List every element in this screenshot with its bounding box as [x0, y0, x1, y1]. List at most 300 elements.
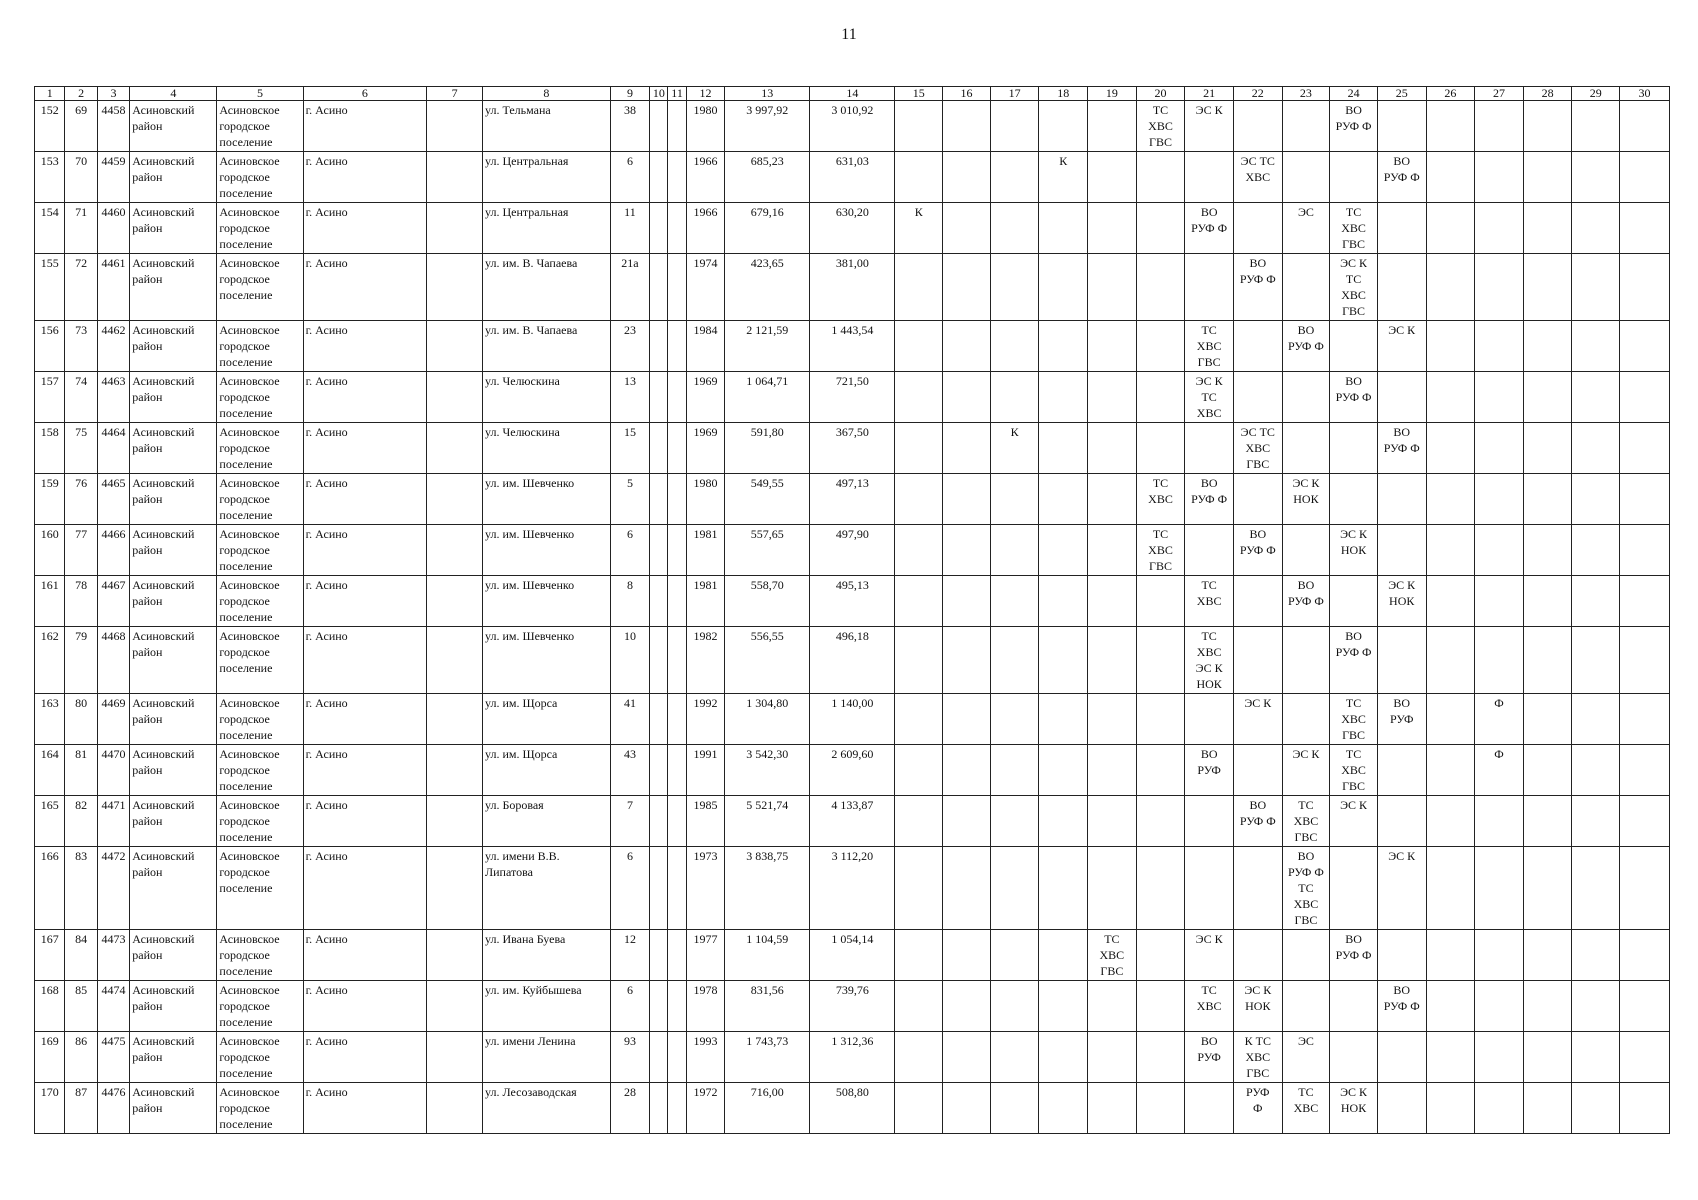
sub-number: 69 [65, 101, 97, 152]
column-number-row [35, 87, 1670, 101]
city-name: г. Асино [303, 627, 427, 694]
work-year-cell-30 [1620, 321, 1670, 372]
work-year-cell-29 [1572, 930, 1620, 981]
column-header: 20 [1136, 87, 1185, 101]
district-name: Асиновский район [130, 372, 217, 423]
work-year-cell-15 [895, 796, 943, 847]
sub-number: 78 [65, 576, 97, 627]
street-name: ул. им. Щорса [482, 694, 610, 745]
row-number: 161 [35, 576, 65, 627]
work-year-cell-30 [1620, 576, 1670, 627]
house-number: 5 [610, 474, 650, 525]
work-year-cell-19 [1088, 525, 1137, 576]
work-year-cell-30 [1620, 930, 1670, 981]
work-year-cell-27 [1475, 152, 1524, 203]
column-header: 17 [990, 87, 1039, 101]
work-year-cell-25 [1377, 930, 1426, 981]
column-11-value [668, 796, 686, 847]
house-number: 38 [610, 101, 650, 152]
street-name: ул. Челюскина [482, 423, 610, 474]
work-year-cell-29 [1572, 423, 1620, 474]
build-year: 1977 [686, 930, 725, 981]
work-year-cell-21 [1185, 152, 1234, 203]
district-name: Асиновский район [130, 694, 217, 745]
living-area: 1 140,00 [810, 694, 895, 745]
work-year-cell-30 [1620, 372, 1670, 423]
street-name: ул. имени Ленина [482, 1032, 610, 1083]
column-header: 13 [725, 87, 810, 101]
work-year-cell-17 [990, 321, 1039, 372]
work-year-cell-15 [895, 423, 943, 474]
work-year-cell-20: ТС ХВС ГВС [1136, 525, 1185, 576]
column-7-value [427, 981, 483, 1032]
street-name: ул. Челюскина [482, 372, 610, 423]
page-number: 11 [841, 26, 857, 43]
district-name: Асиновский район [130, 745, 217, 796]
work-year-cell-27 [1475, 796, 1524, 847]
object-id: 4467 [97, 576, 129, 627]
column-header: 9 [610, 87, 650, 101]
sub-number: 71 [65, 203, 97, 254]
house-number: 6 [610, 152, 650, 203]
work-year-cell-15 [895, 981, 943, 1032]
column-header: 5 [217, 87, 303, 101]
column-header: 27 [1475, 87, 1524, 101]
house-number: 15 [610, 423, 650, 474]
work-year-cell-24: ВО РУФ Ф [1330, 627, 1378, 694]
work-year-cell-20 [1136, 254, 1185, 321]
work-year-cell-16 [943, 152, 991, 203]
work-year-cell-27 [1475, 1032, 1524, 1083]
total-area: 558,70 [725, 576, 810, 627]
object-id: 4469 [97, 694, 129, 745]
row-number: 157 [35, 372, 65, 423]
work-year-cell-24: ВО РУФ Ф [1330, 930, 1378, 981]
work-year-cell-17 [990, 1083, 1039, 1134]
work-year-cell-16 [943, 254, 991, 321]
work-year-cell-28 [1523, 525, 1572, 576]
work-year-cell-27: Ф [1475, 694, 1524, 745]
column-10-value [650, 745, 668, 796]
column-7-value [427, 694, 483, 745]
column-header: 18 [1039, 87, 1088, 101]
city-name: г. Асино [303, 745, 427, 796]
district-name: Асиновский район [130, 101, 217, 152]
living-area: 4 133,87 [810, 796, 895, 847]
work-year-cell-21 [1185, 525, 1234, 576]
city-name: г. Асино [303, 847, 427, 930]
table-row [35, 745, 1670, 796]
work-year-cell-28 [1523, 796, 1572, 847]
column-header: 30 [1620, 87, 1670, 101]
work-year-cell-23: ТС ХВС [1282, 1083, 1330, 1134]
house-number: 11 [610, 203, 650, 254]
work-year-cell-30 [1620, 796, 1670, 847]
work-year-cell-23: ЭС [1282, 203, 1330, 254]
work-year-cell-19 [1088, 745, 1137, 796]
work-year-cell-17 [990, 152, 1039, 203]
object-id: 4468 [97, 627, 129, 694]
work-year-cell-22 [1233, 627, 1282, 694]
work-year-cell-22: ЭС К [1233, 694, 1282, 745]
work-year-cell-16 [943, 321, 991, 372]
work-year-cell-15 [895, 1032, 943, 1083]
work-year-cell-21 [1185, 1083, 1234, 1134]
build-year: 1966 [686, 152, 725, 203]
work-year-cell-29 [1572, 474, 1620, 525]
total-area: 549,55 [725, 474, 810, 525]
city-name: г. Асино [303, 981, 427, 1032]
column-header: 7 [427, 87, 483, 101]
work-year-cell-18 [1039, 981, 1088, 1032]
column-10-value [650, 694, 668, 745]
work-year-cell-28 [1523, 627, 1572, 694]
column-header: 12 [686, 87, 725, 101]
work-year-cell-29 [1572, 372, 1620, 423]
work-year-cell-17 [990, 981, 1039, 1032]
total-area: 1 304,80 [725, 694, 810, 745]
work-year-cell-23: ТС ХВС ГВС [1282, 796, 1330, 847]
work-year-cell-29 [1572, 627, 1620, 694]
row-number: 155 [35, 254, 65, 321]
sub-number: 87 [65, 1083, 97, 1134]
street-name: ул. Ивана Буева [482, 930, 610, 981]
build-year: 1980 [686, 474, 725, 525]
column-header: 23 [1282, 87, 1330, 101]
column-11-value [668, 474, 686, 525]
work-year-cell-28 [1523, 321, 1572, 372]
work-year-cell-28 [1523, 1083, 1572, 1134]
total-area: 1 743,73 [725, 1032, 810, 1083]
build-year: 1985 [686, 796, 725, 847]
work-year-cell-21: ТС ХВС ГВС [1185, 321, 1234, 372]
living-area: 496,18 [810, 627, 895, 694]
sub-number: 86 [65, 1032, 97, 1083]
work-year-cell-28 [1523, 1032, 1572, 1083]
work-year-cell-16 [943, 981, 991, 1032]
column-header: 16 [943, 87, 991, 101]
table-row [35, 474, 1670, 525]
work-year-cell-15 [895, 525, 943, 576]
work-year-cell-29 [1572, 1083, 1620, 1134]
work-year-cell-16 [943, 694, 991, 745]
total-area: 831,56 [725, 981, 810, 1032]
house-number: 41 [610, 694, 650, 745]
work-year-cell-18 [1039, 203, 1088, 254]
district-name: Асиновский район [130, 254, 217, 321]
table-row [35, 372, 1670, 423]
work-year-cell-16 [943, 796, 991, 847]
settlement-name: Асиновское городское поселение [217, 321, 303, 372]
district-name: Асиновский район [130, 203, 217, 254]
settlement-name: Асиновское городское поселение [217, 1083, 303, 1134]
city-name: г. Асино [303, 796, 427, 847]
object-id: 4462 [97, 321, 129, 372]
work-year-cell-22: ЭС ТС ХВС ГВС [1233, 423, 1282, 474]
work-year-cell-30 [1620, 525, 1670, 576]
table-row [35, 423, 1670, 474]
work-year-cell-16 [943, 627, 991, 694]
work-year-cell-29 [1572, 321, 1620, 372]
work-year-cell-18 [1039, 254, 1088, 321]
column-header: 1 [35, 87, 65, 101]
sub-number: 85 [65, 981, 97, 1032]
work-year-cell-23: ВО РУФ Ф [1282, 321, 1330, 372]
total-area: 3 838,75 [725, 847, 810, 930]
build-year: 1992 [686, 694, 725, 745]
column-11-value [668, 254, 686, 321]
object-id: 4471 [97, 796, 129, 847]
work-year-cell-26 [1426, 627, 1475, 694]
work-year-cell-26 [1426, 1083, 1475, 1134]
work-year-cell-20: ТС ХВС ГВС [1136, 101, 1185, 152]
work-year-cell-22: РУФ Ф [1233, 1083, 1282, 1134]
total-area: 716,00 [725, 1083, 810, 1134]
column-header: 11 [668, 87, 686, 101]
work-year-cell-19 [1088, 372, 1137, 423]
work-year-cell-21: ТС ХВС [1185, 981, 1234, 1032]
work-year-cell-22: К ТС ХВС ГВС [1233, 1032, 1282, 1083]
column-header: 2 [65, 87, 97, 101]
register-table [34, 86, 1670, 1134]
table-row [35, 694, 1670, 745]
house-number: 23 [610, 321, 650, 372]
work-year-cell-21 [1185, 796, 1234, 847]
work-year-cell-18 [1039, 101, 1088, 152]
total-area: 2 121,59 [725, 321, 810, 372]
work-year-cell-29 [1572, 525, 1620, 576]
work-year-cell-19 [1088, 203, 1137, 254]
sub-number: 70 [65, 152, 97, 203]
settlement-name: Асиновское городское поселение [217, 745, 303, 796]
work-year-cell-23 [1282, 627, 1330, 694]
column-7-value [427, 1083, 483, 1134]
work-year-cell-25 [1377, 372, 1426, 423]
street-name: ул. им. В. Чапаева [482, 321, 610, 372]
work-year-cell-18 [1039, 372, 1088, 423]
column-11-value [668, 152, 686, 203]
work-year-cell-30 [1620, 981, 1670, 1032]
work-year-cell-17 [990, 474, 1039, 525]
work-year-cell-29 [1572, 796, 1620, 847]
district-name: Асиновский район [130, 627, 217, 694]
work-year-cell-16 [943, 525, 991, 576]
work-year-cell-15: К [895, 203, 943, 254]
sub-number: 77 [65, 525, 97, 576]
column-10-value [650, 1083, 668, 1134]
object-id: 4459 [97, 152, 129, 203]
work-year-cell-26 [1426, 203, 1475, 254]
living-area: 497,90 [810, 525, 895, 576]
table-body [35, 101, 1670, 1134]
settlement-name: Асиновское городское поселение [217, 576, 303, 627]
work-year-cell-28 [1523, 745, 1572, 796]
district-name: Асиновский район [130, 796, 217, 847]
work-year-cell-25 [1377, 474, 1426, 525]
work-year-cell-20 [1136, 1032, 1185, 1083]
work-year-cell-15 [895, 101, 943, 152]
settlement-name: Асиновское городское поселение [217, 423, 303, 474]
work-year-cell-20 [1136, 423, 1185, 474]
column-7-value [427, 101, 483, 152]
total-area: 423,65 [725, 254, 810, 321]
work-year-cell-17 [990, 796, 1039, 847]
work-year-cell-18 [1039, 745, 1088, 796]
column-header: 25 [1377, 87, 1426, 101]
street-name: ул. им. Щорса [482, 745, 610, 796]
column-7-value [427, 796, 483, 847]
district-name: Асиновский район [130, 1032, 217, 1083]
work-year-cell-25 [1377, 1083, 1426, 1134]
district-name: Асиновский район [130, 525, 217, 576]
work-year-cell-18 [1039, 321, 1088, 372]
build-year: 1966 [686, 203, 725, 254]
build-year: 1973 [686, 847, 725, 930]
row-number: 167 [35, 930, 65, 981]
work-year-cell-22 [1233, 745, 1282, 796]
work-year-cell-25 [1377, 525, 1426, 576]
work-year-cell-27 [1475, 254, 1524, 321]
street-name: ул. имени В.В. Липатова [482, 847, 610, 930]
city-name: г. Асино [303, 254, 427, 321]
work-year-cell-24 [1330, 321, 1378, 372]
city-name: г. Асино [303, 1032, 427, 1083]
work-year-cell-19 [1088, 981, 1137, 1032]
work-year-cell-19 [1088, 796, 1137, 847]
work-year-cell-19 [1088, 1032, 1137, 1083]
column-10-value [650, 474, 668, 525]
column-7-value [427, 321, 483, 372]
build-year: 1991 [686, 745, 725, 796]
work-year-cell-17 [990, 627, 1039, 694]
work-year-cell-22 [1233, 576, 1282, 627]
work-year-cell-25 [1377, 254, 1426, 321]
build-year: 1993 [686, 1032, 725, 1083]
work-year-cell-22: ВО РУФ Ф [1233, 796, 1282, 847]
settlement-name: Асиновское городское поселение [217, 847, 303, 930]
work-year-cell-28 [1523, 372, 1572, 423]
column-7-value [427, 847, 483, 930]
work-year-cell-17 [990, 694, 1039, 745]
column-11-value [668, 372, 686, 423]
work-year-cell-30 [1620, 152, 1670, 203]
build-year: 1972 [686, 1083, 725, 1134]
work-year-cell-17 [990, 1032, 1039, 1083]
column-10-value [650, 796, 668, 847]
table-row [35, 576, 1670, 627]
table-row [35, 101, 1670, 152]
work-year-cell-27 [1475, 847, 1524, 930]
work-year-cell-18 [1039, 423, 1088, 474]
object-id: 4461 [97, 254, 129, 321]
street-name: ул. Центральная [482, 152, 610, 203]
work-year-cell-17: К [990, 423, 1039, 474]
living-area: 1 312,36 [810, 1032, 895, 1083]
work-year-cell-28 [1523, 576, 1572, 627]
work-year-cell-24 [1330, 474, 1378, 525]
work-year-cell-22 [1233, 203, 1282, 254]
column-11-value [668, 203, 686, 254]
living-area: 630,20 [810, 203, 895, 254]
work-year-cell-17 [990, 203, 1039, 254]
street-name: ул. Центральная [482, 203, 610, 254]
work-year-cell-24 [1330, 981, 1378, 1032]
city-name: г. Асино [303, 576, 427, 627]
house-number: 28 [610, 1083, 650, 1134]
work-year-cell-28 [1523, 694, 1572, 745]
sub-number: 74 [65, 372, 97, 423]
work-year-cell-27 [1475, 525, 1524, 576]
settlement-name: Асиновское городское поселение [217, 525, 303, 576]
work-year-cell-24 [1330, 576, 1378, 627]
house-number: 10 [610, 627, 650, 694]
street-name: ул. Тельмана [482, 101, 610, 152]
living-area: 381,00 [810, 254, 895, 321]
work-year-cell-29 [1572, 101, 1620, 152]
column-10-value [650, 101, 668, 152]
work-year-cell-27 [1475, 627, 1524, 694]
work-year-cell-22 [1233, 930, 1282, 981]
column-7-value [427, 423, 483, 474]
city-name: г. Асино [303, 474, 427, 525]
work-year-cell-24 [1330, 423, 1378, 474]
work-year-cell-21: ВО РУФ [1185, 1032, 1234, 1083]
column-header: 21 [1185, 87, 1234, 101]
work-year-cell-17 [990, 101, 1039, 152]
work-year-cell-29 [1572, 203, 1620, 254]
work-year-cell-24 [1330, 847, 1378, 930]
object-id: 4476 [97, 1083, 129, 1134]
row-number: 154 [35, 203, 65, 254]
work-year-cell-24: ВО РУФ Ф [1330, 372, 1378, 423]
column-10-value [650, 372, 668, 423]
work-year-cell-19 [1088, 423, 1137, 474]
column-7-value [427, 152, 483, 203]
row-number: 166 [35, 847, 65, 930]
column-7-value [427, 254, 483, 321]
city-name: г. Асино [303, 930, 427, 981]
column-11-value [668, 981, 686, 1032]
column-7-value [427, 627, 483, 694]
row-number: 162 [35, 627, 65, 694]
row-number: 168 [35, 981, 65, 1032]
total-area: 557,65 [725, 525, 810, 576]
work-year-cell-19 [1088, 1083, 1137, 1134]
work-year-cell-18: К [1039, 152, 1088, 203]
work-year-cell-30 [1620, 745, 1670, 796]
sub-number: 84 [65, 930, 97, 981]
work-year-cell-26 [1426, 576, 1475, 627]
work-year-cell-25 [1377, 745, 1426, 796]
work-year-cell-23 [1282, 930, 1330, 981]
work-year-cell-30 [1620, 1032, 1670, 1083]
work-year-cell-20 [1136, 981, 1185, 1032]
row-number: 170 [35, 1083, 65, 1134]
object-id: 4463 [97, 372, 129, 423]
work-year-cell-20 [1136, 694, 1185, 745]
street-name: ул. Боровая [482, 796, 610, 847]
work-year-cell-28 [1523, 981, 1572, 1032]
work-year-cell-15 [895, 321, 943, 372]
column-header: 3 [97, 87, 129, 101]
work-year-cell-15 [895, 627, 943, 694]
object-id: 4466 [97, 525, 129, 576]
work-year-cell-22: ВО РУФ Ф [1233, 525, 1282, 576]
work-year-cell-18 [1039, 1032, 1088, 1083]
district-name: Асиновский район [130, 576, 217, 627]
settlement-name: Асиновское городское поселение [217, 627, 303, 694]
work-year-cell-17 [990, 930, 1039, 981]
